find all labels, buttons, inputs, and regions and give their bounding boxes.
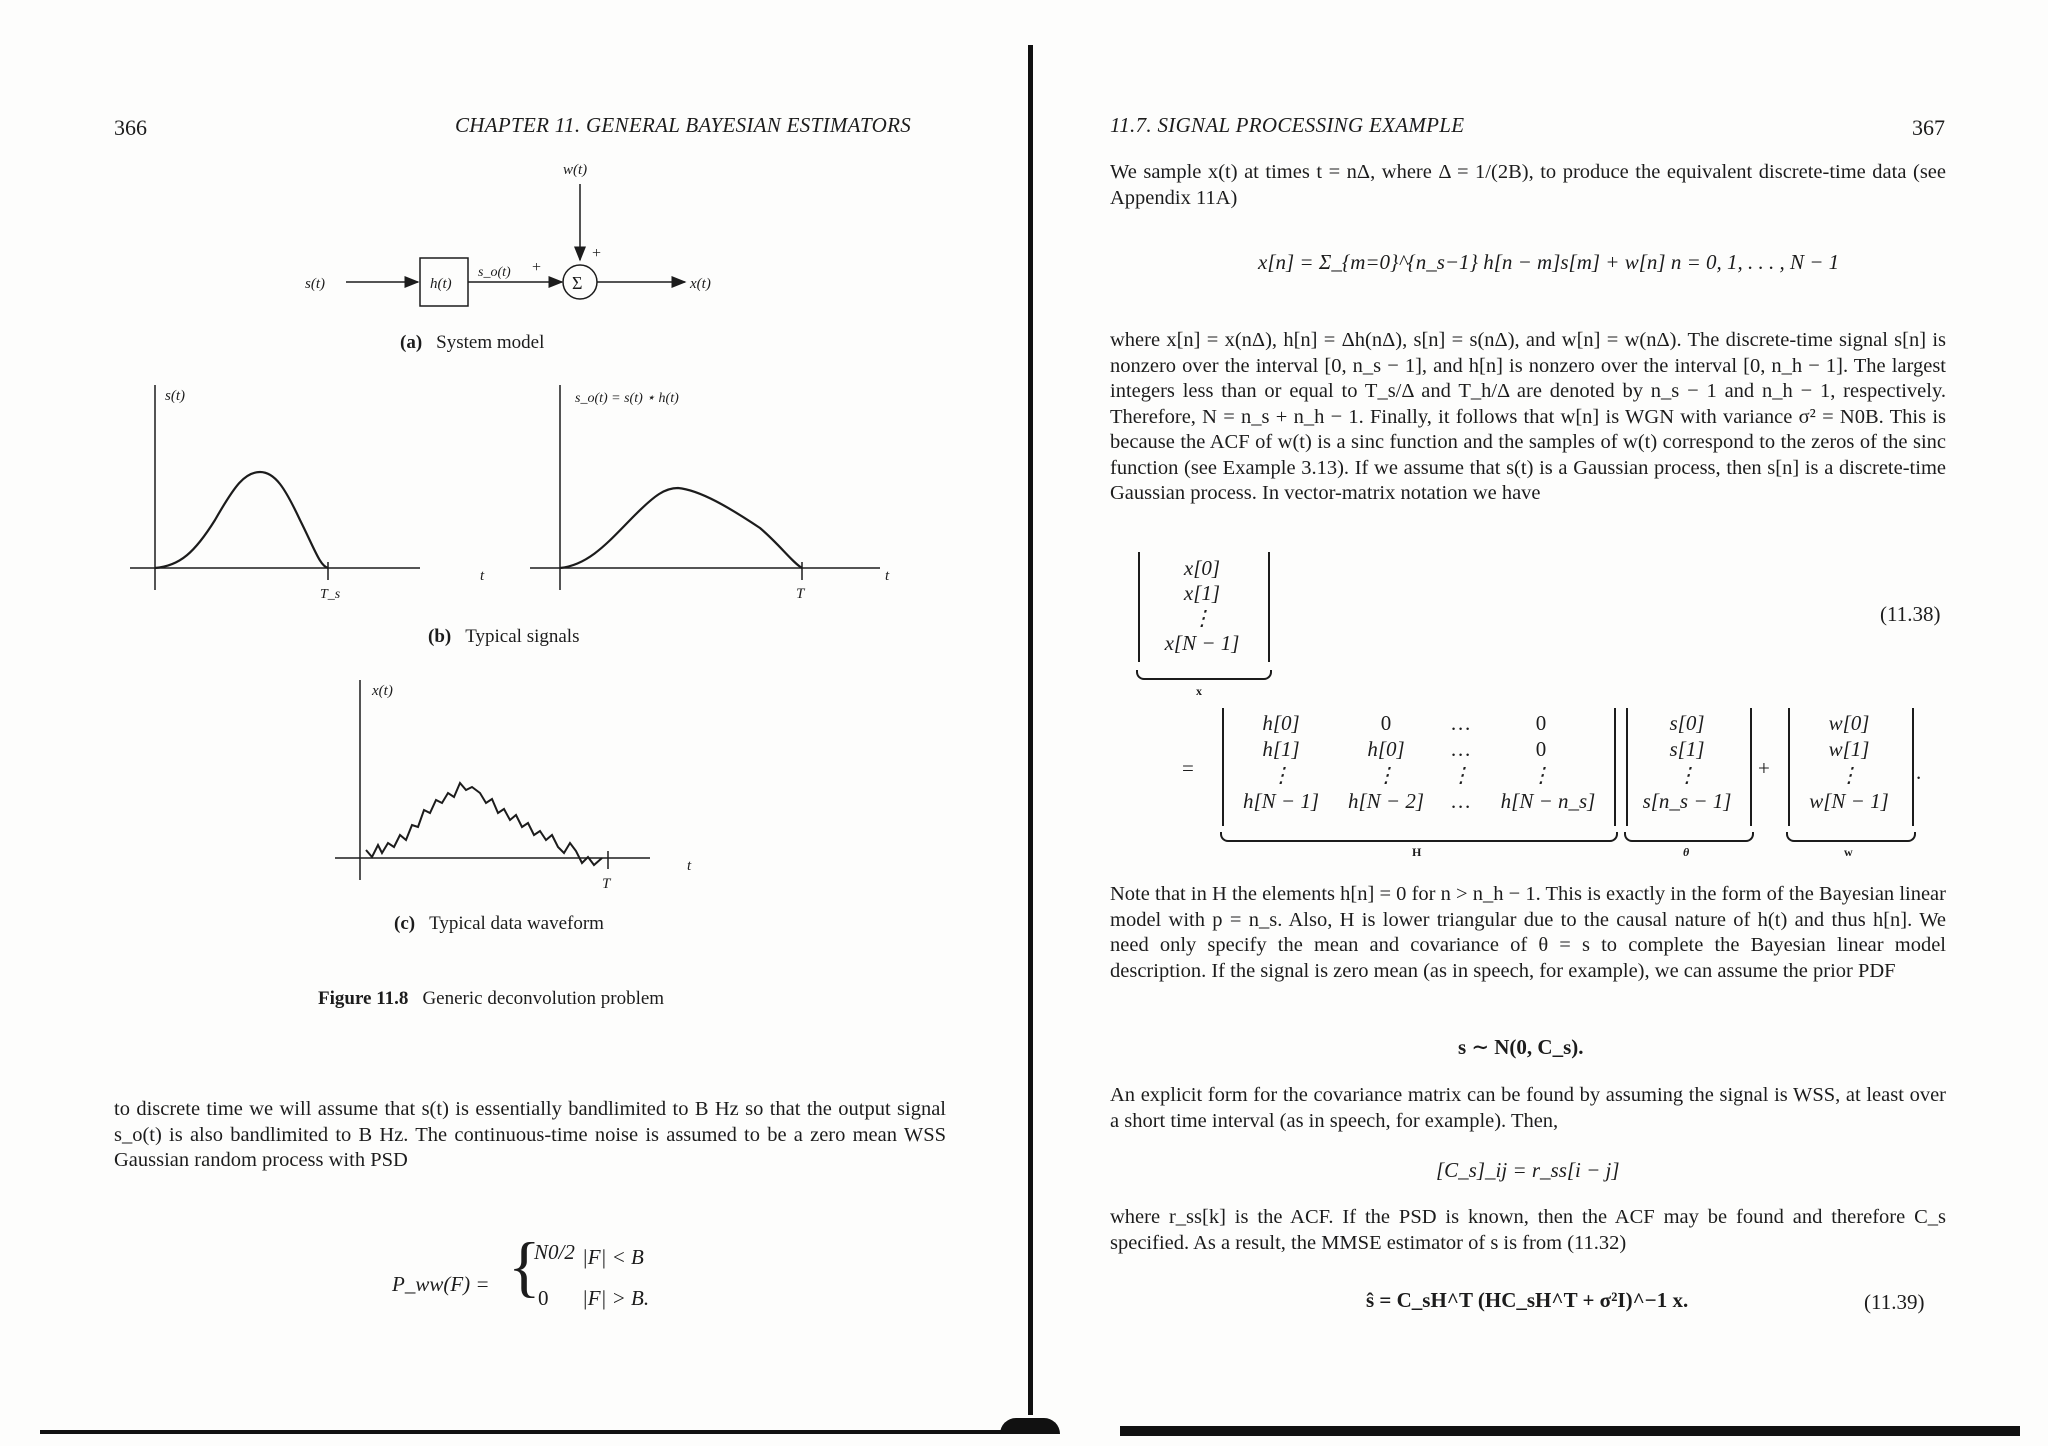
psd-case2-value: 0 bbox=[538, 1286, 549, 1310]
plus-sign: + bbox=[1758, 756, 1770, 780]
x-vector bbox=[1140, 556, 1264, 656]
h-matrix-cell: … bbox=[1451, 711, 1471, 735]
h-matrix-cell: h[N − 1] bbox=[1242, 789, 1320, 813]
figure-system-model bbox=[280, 150, 750, 320]
h-matrix-cell: h[0] bbox=[1262, 711, 1300, 735]
filter-label: h(t) bbox=[430, 276, 452, 292]
h-matrix-cell: ⋮ bbox=[1450, 763, 1472, 787]
right-paragraph-2: where x[n] = x(nΔ), h[n] = Δh(nΔ), s[n] = s(nΔ), and w[n] = w(nΔ). The discrete-time signal s[n] is nonzero over the interval [0, n_s − 1], and h[n] is nonzero over the interval [0, n_h − 1]. The largest integers less than or equal to T_s/Δ and T_h/Δ are denoted by n_s − 1 and n_h − 1, respectively. Therefore, N = n_s + n_h − 1. Finally, it follows that w[n] is WGN with variance σ² = N0B. This is because the ACF of w(t) is a sinc function and the samples of w(t) correspond to the zeros of the sinc function (see Example 3.13). If we assume that s(t) is a Gaussian process, then s[n] is a discrete-time Gaussian process. In vector-matrix notation we have bbox=[1110, 329, 1946, 504]
s-vector bbox=[1628, 710, 1746, 814]
h-matrix-cell: … bbox=[1451, 789, 1471, 813]
left-plot-signal-curve bbox=[155, 472, 328, 568]
caption-a-text: System model bbox=[436, 332, 545, 353]
prior-pdf-equation: s ∼ N(0, C_s). bbox=[1458, 1035, 1584, 1059]
w-vector-entry: w[N − 1] bbox=[1809, 789, 1889, 813]
h-matrix-cell: h[N − 2] bbox=[1347, 789, 1425, 813]
caption-b bbox=[428, 626, 579, 648]
figure-label: Figure 11.8 bbox=[318, 988, 409, 1009]
h-matrix-cell: h[0] bbox=[1367, 737, 1405, 761]
output-label: x(t) bbox=[690, 276, 711, 292]
h-matrix-cell: ⋮ bbox=[1375, 763, 1397, 787]
figure-data-waveform bbox=[330, 675, 710, 895]
h-matrix-row bbox=[1226, 710, 1610, 736]
h-matrix-cell: 0 bbox=[1535, 711, 1547, 735]
input-label: s(t) bbox=[305, 276, 325, 292]
right-plot-tick-label: T bbox=[796, 586, 805, 600]
h-matrix-row bbox=[1226, 736, 1610, 762]
figure-typical-signals bbox=[120, 380, 920, 600]
left-body-paragraph: to discrete time we will assume that s(t) is essentially bandlimited to B Hz so that the output signal s_o(t) is also bandlimited to B Hz. The continuous-time noise is assumed to be a zero mean WSS Gaussian random process with PSD bbox=[114, 1098, 946, 1171]
h-matrix-row bbox=[1226, 788, 1610, 814]
h-matrix-cell: … bbox=[1451, 737, 1471, 761]
s-vector-entry: s[0] bbox=[1669, 711, 1705, 735]
s-vector-entry: ⋮ bbox=[1676, 763, 1698, 787]
left-plot-tick-label: T_s bbox=[320, 587, 341, 600]
h-underbrace-label: H bbox=[1412, 845, 1422, 859]
waveform-ylabel: x(t) bbox=[372, 683, 393, 699]
left-plot-ylabel: s(t) bbox=[165, 388, 185, 404]
caption-b-text: Typical signals bbox=[465, 626, 580, 647]
x-vector-entry: x[0] bbox=[1183, 556, 1221, 580]
h-matrix-cell: h[1] bbox=[1262, 737, 1300, 761]
running-head-left: CHAPTER 11. GENERAL BAYESIAN ESTIMATORS bbox=[455, 113, 912, 137]
noisy-waveform-curve bbox=[366, 783, 602, 865]
s-underbrace bbox=[1624, 832, 1754, 842]
right-paragraph-3: Note that in H the elements h[n] = 0 for n > n_h − 1. This is exactly in the form of the Bayesian linear model with p = n_s. Also, H is lower triangular due to the causal nature of h(t) and thus h[n]. We need only specify the mean and covariance of θ = s to complete the Bayesian linear model description. If the signal is zero mean (as in speech, for example), we can assume the prior PDF bbox=[1110, 883, 1946, 982]
caption-a bbox=[400, 332, 544, 354]
w-vector bbox=[1790, 710, 1908, 814]
matrix-equation-period: . bbox=[1916, 760, 1922, 784]
h-matrix-cell: 0 bbox=[1535, 737, 1547, 761]
psd-lhs: P_ww(F) = bbox=[392, 1272, 490, 1296]
w-underbrace bbox=[1786, 832, 1916, 842]
right-bottom-rule bbox=[1120, 1426, 2020, 1436]
caption-c-tag: (c) bbox=[394, 913, 416, 934]
x-vector-entry: x[1] bbox=[1183, 581, 1221, 605]
right-paragraph-4: An explicit form for the covariance matrix can be found by assuming the signal is WSS, at least over a short time interval (as in speech, for example). Then, bbox=[1110, 1084, 1946, 1132]
right-paragraph-5: where r_ss[k] is the ACF. If the PSD is known, then the ACF may be found and therefore C_s specified. As a result, the MMSE estimator of s is from (11.32) bbox=[1110, 1206, 1946, 1254]
x-vector-entry: ⋮ bbox=[1191, 606, 1213, 630]
filter-output-label: s_o(t) bbox=[478, 265, 511, 280]
figure-title: Generic deconvolution problem bbox=[422, 988, 665, 1009]
book-spine bbox=[1028, 45, 1033, 1415]
w-vector-entry: ⋮ bbox=[1838, 763, 1860, 787]
equation-number-11-39: (11.39) bbox=[1864, 1290, 1925, 1314]
psd-case1-value: N0/2 bbox=[534, 1240, 575, 1264]
running-head-right: 11.7. SIGNAL PROCESSING EXAMPLE bbox=[1110, 113, 1465, 137]
left-plot-xlabel: t bbox=[480, 568, 485, 584]
convolution-equation: x[n] = Σ_{m=0}^{n_s−1} h[n − m]s[m] + w[n] n = 0, 1, . . . , N − 1 bbox=[1258, 250, 1840, 274]
w-vector-entry: w[1] bbox=[1828, 737, 1870, 761]
waveform-xlabel: t bbox=[687, 858, 692, 874]
psd-case2-condition: |F| > B. bbox=[582, 1286, 650, 1310]
right-plot-xlabel: t bbox=[885, 568, 890, 584]
s-vector-entry: s[n_s − 1] bbox=[1642, 789, 1732, 813]
right-paragraph-1: We sample x(t) at times t = nΔ, where Δ = 1/(2B), to produce the equivalent discrete-time data (see Appendix 11A) bbox=[1110, 161, 1946, 209]
h-matrix-cell: ⋮ bbox=[1530, 763, 1552, 787]
plus-sign-left: + bbox=[532, 259, 542, 276]
h-matrix-cell: h[N − n_s] bbox=[1500, 789, 1596, 813]
h-matrix-cell: ⋮ bbox=[1270, 763, 1292, 787]
w-vector-entry: w[0] bbox=[1828, 711, 1870, 735]
h-matrix bbox=[1226, 710, 1610, 814]
h-matrix-cell: 0 bbox=[1380, 711, 1392, 735]
figure-caption bbox=[318, 988, 664, 1010]
x-underbrace-label: x bbox=[1196, 684, 1202, 698]
sum-symbol: Σ bbox=[572, 273, 583, 293]
spine-base bbox=[1000, 1418, 1060, 1434]
x-underbrace bbox=[1136, 670, 1272, 680]
noise-label: w(t) bbox=[563, 162, 588, 178]
caption-a-tag: (a) bbox=[400, 332, 423, 353]
h-underbrace bbox=[1220, 832, 1618, 842]
right-plot-output-curve bbox=[560, 488, 802, 568]
page-number-left: 366 bbox=[114, 115, 147, 140]
psd-brace: { bbox=[508, 1228, 541, 1304]
caption-c-text: Typical data waveform bbox=[429, 913, 604, 934]
caption-b-tag: (b) bbox=[428, 626, 452, 647]
s-vector-entry: s[1] bbox=[1669, 737, 1705, 761]
waveform-tick-label: T bbox=[602, 876, 611, 892]
plus-sign-top: + bbox=[592, 245, 602, 262]
h-matrix-row bbox=[1226, 762, 1610, 788]
equation-number-11-38: (11.38) bbox=[1880, 602, 1941, 626]
right-plot-ylabel: s_o(t) = s(t) ⋆ h(t) bbox=[575, 391, 679, 406]
covariance-equation: [C_s]_ij = r_ss[i − j] bbox=[1436, 1158, 1620, 1182]
mmse-estimator-equation: ŝ = C_sH^T (HC_sH^T + σ²I)^−1 x. bbox=[1366, 1288, 1689, 1312]
page-number-right: 367 bbox=[1912, 115, 1945, 140]
psd-case1-condition: |F| < B bbox=[582, 1245, 644, 1269]
left-bottom-rule bbox=[40, 1430, 1020, 1434]
caption-c bbox=[394, 913, 604, 935]
s-underbrace-label: θ bbox=[1683, 845, 1690, 859]
x-vector-entry: x[N − 1] bbox=[1164, 631, 1240, 655]
equals-sign: = bbox=[1182, 756, 1194, 780]
w-underbrace-label: w bbox=[1844, 845, 1853, 859]
